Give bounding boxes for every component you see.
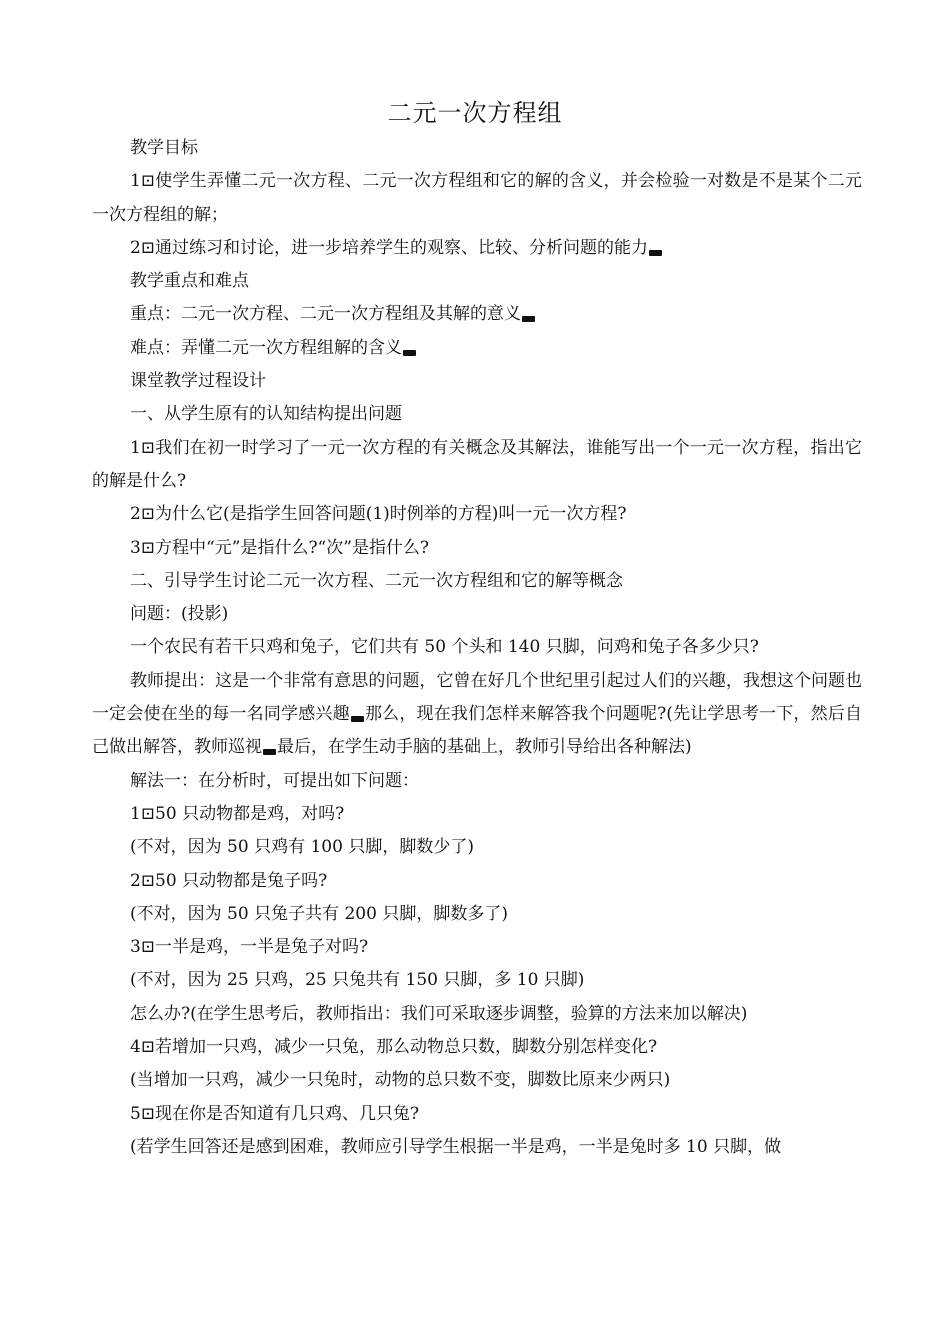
paragraph-key-points-heading: 教学重点和难点 xyxy=(130,271,249,292)
paragraph-answer-4: (当增加一只鸡，减少一只兔时，动物的总只数不变，脚数比原来少两只) xyxy=(130,1070,671,1091)
period-mark xyxy=(649,250,662,256)
paragraph-answer-2: (不对，因为 50 只兔子共有 200 只脚，脚数多了) xyxy=(130,903,508,924)
paragraph-problem-label: 问题：(投影) xyxy=(130,604,229,625)
period-mark xyxy=(263,749,276,755)
document-body xyxy=(92,132,862,1164)
paragraph-question-3: 3⊡方程中“元”是指什么?“次”是指什么? xyxy=(130,537,430,558)
paragraph-step-5: 5⊡现在你是否知道有几只鸡、几只兔? xyxy=(130,1103,420,1124)
paragraph-question-2: 2⊡为什么它(是指学生回答问题(1)时例举的方程)叫一元一次方程? xyxy=(130,504,627,525)
period-mark xyxy=(351,716,364,722)
paragraph-answer-1: (不对，因为 50 只鸡有 100 只脚，脚数少了) xyxy=(130,837,474,858)
paragraph-step-2: 2⊡50 只动物都是兔子吗? xyxy=(130,870,328,891)
paragraph-solution-1-intro: 解法一：在分析时，可提出如下问题： xyxy=(130,770,419,791)
period-mark xyxy=(403,350,416,356)
paragraph-teacher-remark: 教师提出：这是一个非常有意思的问题，它曾在好几个世纪里引起过人们的兴趣，我想这个问题也一定会使在坐的每一名同学感兴趣 那么，现在我们怎样来解答我个问题呢?(先让学思考一下，然后自己做出解答，教师巡视 最后，在学生动手脑的基础上，教师引导给出各种解法) xyxy=(92,670,862,758)
paragraph-section-1-heading: 一、从学生原有的认知结构提出问题 xyxy=(130,404,402,425)
paragraph-section-2-heading: 二、引导学生讨论二元一次方程、二元一次方程组和它的解等概念 xyxy=(130,570,623,591)
paragraph-question-1: 1⊡我们在初一时学习了一元一次方程的有关概念及其解法，谁能写出一个一元一次方程，指出它的解是什么? xyxy=(92,437,862,491)
paragraph-answer-5-partial: (若学生回答还是感到困难，教师应引导学生根据一半是鸡，一半是兔时多 10 只脚，做 xyxy=(130,1136,782,1157)
paragraph-problem-statement: 一个农民有若干只鸡和兔子，它们共有 50 个头和 140 只脚，问鸡和兔子各多少只? xyxy=(130,637,759,658)
document-title: 二元一次方程组 xyxy=(387,99,563,127)
paragraph-what-to-do: 怎么办?(在学生思考后，教师指出：我们可采取逐步调整，验算的方法来加以解决) xyxy=(130,1003,748,1024)
paragraph-goal-2: 2⊡通过练习和讨论，进一步培养学生的观察、比较、分析问题的能力 xyxy=(92,232,862,265)
paragraph-teaching-goals-heading: 教学目标 xyxy=(130,138,198,158)
paragraph-goal-1: 1⊡使学生弄懂二元一次方程、二元一次方程组和它的解的含义，并会检验一对数是不是某个二元一次方程组的解； xyxy=(92,171,862,225)
paragraph-process-heading: 课堂教学过程设计 xyxy=(130,371,266,392)
paragraph-answer-3: (不对，因为 25 只鸡，25 只兔共有 150 只脚，多 10 只脚) xyxy=(130,970,585,991)
paragraph-key-point: 重点：二元一次方程、二元一次方程组及其解的意义 xyxy=(92,298,862,331)
paragraph-step-4: 4⊡若增加一只鸡，减少一只兔，那么动物总只数，脚数分别怎样变化? xyxy=(130,1037,658,1058)
paragraph-step-1: 1⊡50 只动物都是鸡，对吗? xyxy=(130,803,345,824)
paragraph-difficult-point: 难点：弄懂二元一次方程组解的含义 xyxy=(92,332,862,365)
paragraph-step-3: 3⊡一半是鸡，一半是兔子对吗? xyxy=(130,937,369,958)
period-mark xyxy=(522,316,535,322)
